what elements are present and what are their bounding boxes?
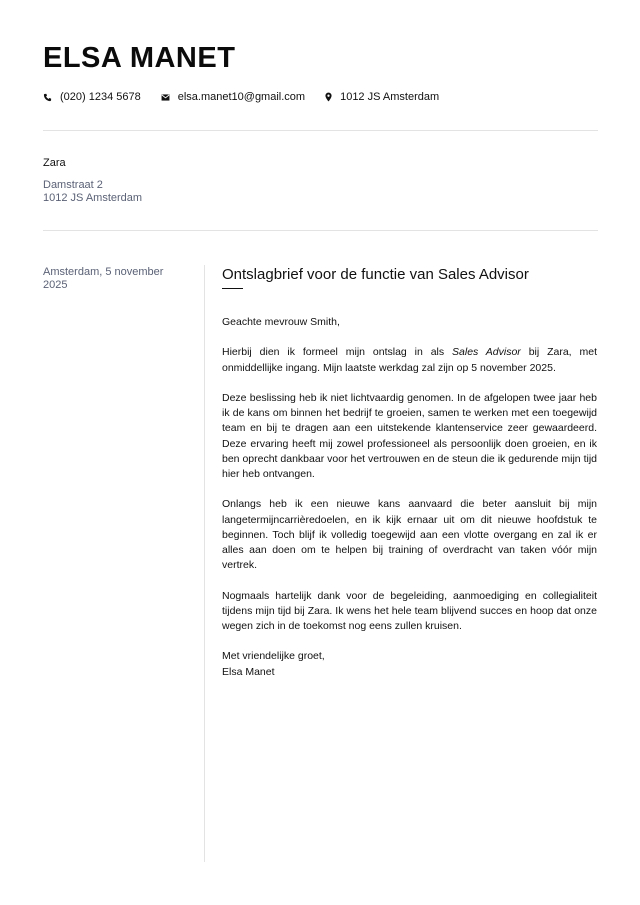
header-divider [43,130,598,131]
contact-bar [43,91,459,103]
recipient-street: Damstraat 2 [43,179,103,191]
paragraph-1 [222,345,597,375]
recipient-city: 1012 JS Amsterdam [43,192,143,204]
p1-text-after: bij Zara, met onmiddellijke ingang. Mijn laatste werkdag zal zijn op 5 november 2025. [222,346,597,374]
column-divider [204,265,205,862]
paragraph-2: Deze beslissing heb ik niet lichtvaardig genomen. In de afgelopen twee jaar heb ik de kans om binnen het bedrijf te groeien, samen te werken met een toegewijd team en bij te dragen aan een uitstekende klantenservice zeer gewaardeerd. Deze ervaring heeft mij zowel professioneel als persoonlijk doen groeien, en ik ben oprecht dankbaar voor het vertrouwen en de steun die ik gedurende mijn tijd hier heb ontvangen. [222,391,597,480]
recipient-company: Zara [43,157,66,169]
contact-location [325,91,439,103]
salutation: Geachte mevrouw Smith, [222,316,340,328]
recipient-address [43,179,142,205]
location-text: 1012 JS Amsterdam [340,91,440,103]
closing: Met vriendelijke groet, [222,650,325,663]
p1-text-before: Hierbij dien ik formeel mijn ontslag in als [222,346,453,359]
recipient-divider [43,230,598,231]
letter-subject: Ontslagbrief voor de functie van Sales Advisor [222,266,529,283]
paragraph-3: Onlangs heb ik een nieuwe kans aanvaard die beter aansluit bij mijn langetermijncarrièredoelen, en ik kijk ernaar uit om dit nieuwe hoofdstuk te beginnen. Toch blijf ik volledig toegewijd aan een vlotte overgang en zal ik er alles aan doen om te helpen bij training of overdracht van taken vóór mijn vertrek. [222,498,597,572]
contact-email [161,91,305,103]
p1-role: Sales Advisor [452,346,521,359]
location-pin-icon [325,92,332,102]
subject-underline [222,288,243,289]
paragraph-4: Nogmaals hartelijk dank voor de begeleiding, aanmoediging en collegialiteit tijdens mijn tijd bij Zara. Ik wens het hele team blijvend succes en hoop dat onze wegen zich in de toekomst nog eens zullen kruisen. [222,589,597,632]
contact-phone [43,91,141,103]
email-icon [161,94,170,101]
email-address: elsa.manet10@gmail.com [177,91,306,103]
phone-icon [43,93,52,102]
phone-number: (020) 1234 5678 [60,91,141,103]
letter-date: Amsterdam, 5 november 2025 [43,266,164,291]
letter-body [222,315,597,680]
signature: Elsa Manet [222,665,275,678]
applicant-name: ELSA MANET [43,42,236,74]
